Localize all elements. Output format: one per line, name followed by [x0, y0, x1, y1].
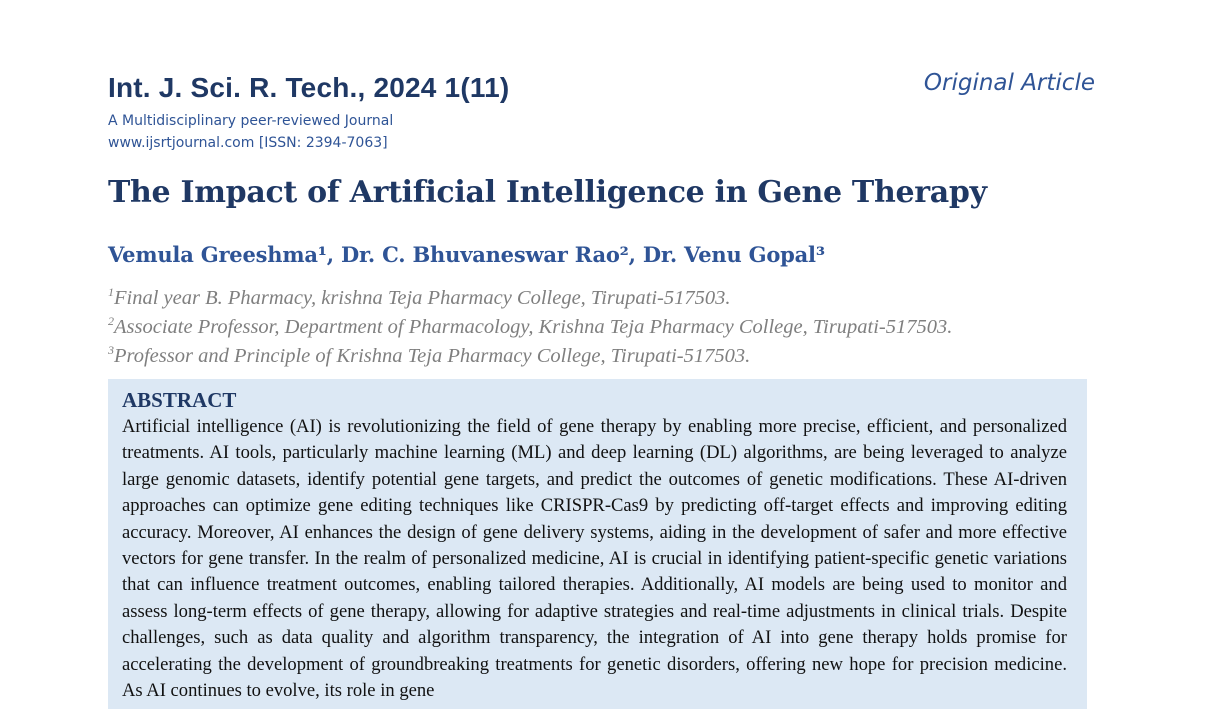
affiliation-text: Associate Professor, Department of Pharmacology, Krishna Teja Pharmacy College, Tirupati-517503. [114, 316, 953, 338]
abstract-heading: ABSTRACT [122, 388, 237, 412]
journal-citation: Int. J. Sci. R. Tech., 2024 1(11) [108, 72, 510, 103]
affiliation-item [108, 313, 952, 342]
paper-title: The Impact of Artificial Intelligence in Gene Therapy [108, 175, 987, 210]
affiliation-text: Final year B. Pharmacy, krishna Teja Pharmacy College, Tirupati-517503. [114, 287, 731, 309]
affiliation-number: 1 [108, 285, 114, 299]
affiliation-number: 2 [108, 314, 114, 328]
abstract-body: Artificial intelligence (AI) is revolutionizing the field of gene therapy by enabling more precise, efficient, and personalized treatments. AI tools, particularly machine learning (ML) and deep learning (DL) algorithms, are being leveraged to analyze large genomic datasets, identify potential gene targets, and predict the outcomes of genetic modifications. These AI-driven approaches can optimize gene editing techniques like CRISPR-Cas9 by predicting off-target effects and improving editing accuracy. Moreover, AI enhances the design of gene delivery systems, aiding in the development of safer and more effective vectors for gene transfer. In the realm of personalized medicine, AI is crucial in identifying patient-specific genetic variations that can influence treatment outcomes, enabling tailored therapies. Additionally, AI models are being used to monitor and assess long-term effects of gene therapy, allowing for adaptive strategies and real-time adjustments in clinical trials. Despite challenges, such as data quality and algorithm transparency, the integration of AI into gene therapy holds promise for accelerating the development of groundbreaking treatments for genetic disorders, offering new hope for precision medicine. As AI continues to evolve, its role in gene [122, 416, 1067, 702]
affiliation-text: Professor and Principle of Krishna Teja Pharmacy College, Tirupati-517503. [114, 345, 751, 367]
affiliation-number: 3 [108, 343, 114, 357]
author-list: Vemula Greeshma¹, Dr. C. Bhuvaneswar Rao², Dr. Venu Gopal³ [108, 242, 825, 267]
journal-subtitle: A Multidisciplinary peer-reviewed Journal [108, 113, 394, 129]
affiliation-list [108, 284, 952, 371]
article-type-label: Original Article [923, 70, 1095, 96]
abstract-section [108, 379, 1087, 709]
affiliation-item [108, 342, 952, 371]
journal-website-issn: www.ijsrtjournal.com [ISSN: 2394-7063] [108, 135, 388, 151]
affiliation-item [108, 284, 952, 313]
